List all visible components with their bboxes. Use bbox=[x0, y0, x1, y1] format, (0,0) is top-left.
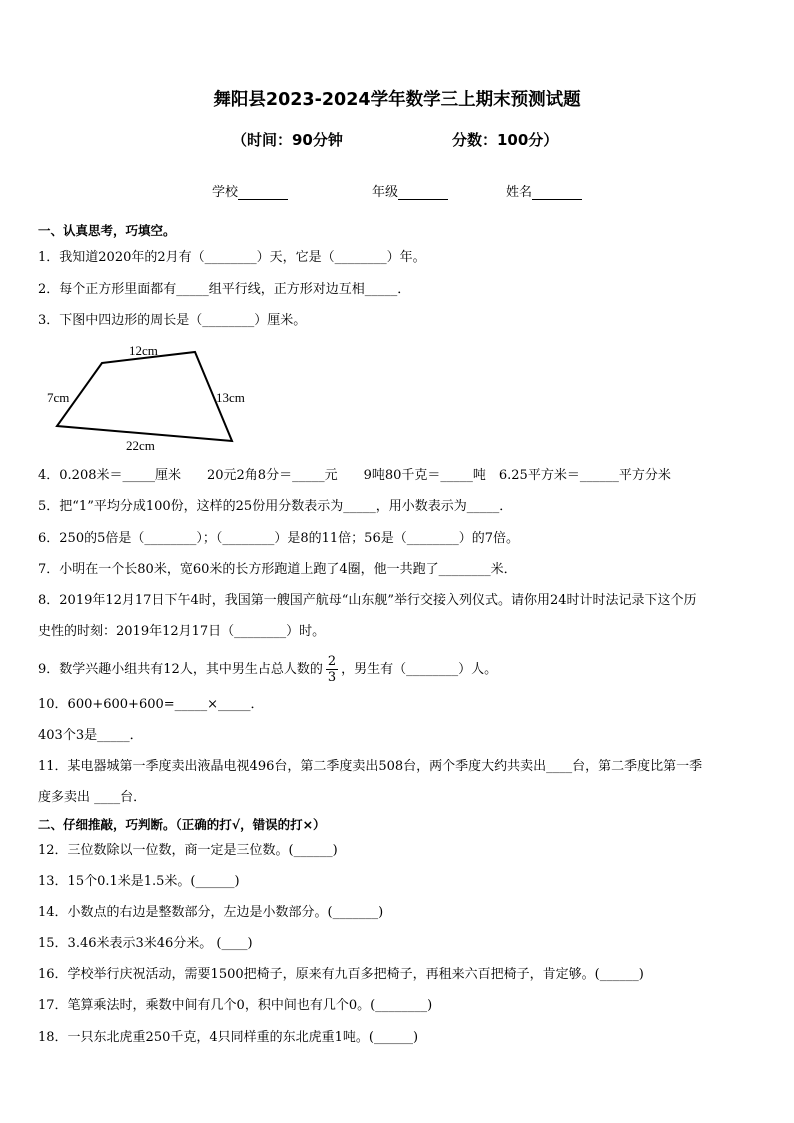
exam-score: 分数：100分） bbox=[452, 131, 559, 149]
question-13: 13．15个0.1米是1.5米。(______) bbox=[38, 874, 240, 889]
question-9-text-end: ，男生有（________）人。 bbox=[341, 662, 498, 677]
page-title: 舞阳县2023-2024学年数学三上期末预测试题 bbox=[213, 90, 581, 110]
grade-blank bbox=[398, 187, 448, 200]
question-10-line-1: 10．600+600+600=_____×_____． bbox=[38, 697, 264, 712]
question-7: 7．小明在一个长80米，宽60米的长方形跑道上跑了4圈，他一共跑了________米． bbox=[38, 562, 517, 577]
question-18: 18．一只东北虎重250千克，4只同样重的东北虎重1吨。(______) bbox=[38, 1030, 419, 1045]
question-5: 5．把“1”平均分成100份，这样的25份用分数表示为_____，用小数表示为_____． bbox=[38, 499, 513, 514]
question-17: 17．笔算乘法时，乘数中间有几个0，积中间也有几个0。(________) bbox=[38, 998, 433, 1013]
section-1-heading: 一、认真思考，巧填空。 bbox=[38, 223, 176, 238]
exam-time: （时间：90分钟 bbox=[232, 131, 343, 149]
question-15: 15．3.46米表示3米46分米。 (____) bbox=[38, 936, 253, 951]
school-label: 学校 bbox=[212, 185, 239, 200]
fraction-numerator: 2 bbox=[327, 654, 337, 669]
bottom-side-label: 22cm bbox=[126, 438, 155, 453]
grade-field bbox=[372, 181, 448, 200]
question-14: 14．小数点的右边是整数部分，左边是小数部分。(_______) bbox=[38, 905, 384, 920]
question-16: 16．学校举行庆祝活动，需要1500把椅子，原来有九百多把椅子，再租来六百把椅子，肯定够。(______) bbox=[38, 967, 644, 982]
question-6: 6．250的5倍是（________）；（________）是8的11倍；56是（________）的7倍。 bbox=[38, 531, 519, 546]
question-4: 4．0.208米＝_____厘米 20元2角8分＝_____元 9吨80千克＝_____吨 6.25平方米＝______平方分米 bbox=[38, 468, 671, 483]
name-label: 姓名 bbox=[506, 185, 533, 200]
question-9 bbox=[38, 654, 497, 686]
question-8-line-2: 史性的时刻：2019年12月17日（________）时。 bbox=[38, 624, 326, 639]
question-11-line-1: 11．某电器城第一季度卖出液晶电视496台，第二季度卖出508台，两个季度大约共卖出____台，第二季度比第一季 bbox=[38, 759, 703, 774]
question-10-line-2: 403个3是_____． bbox=[38, 728, 143, 743]
section-2-heading: 二、仔细推敲，巧判断。（正确的打√，错误的打×） bbox=[38, 817, 326, 832]
left-side-label: 7cm bbox=[47, 390, 70, 405]
question-2: 2．每个正方形里面都有_____组平行线，正方形对边互相_____． bbox=[38, 282, 411, 297]
grade-label: 年级 bbox=[372, 185, 399, 200]
school-blank bbox=[238, 187, 288, 200]
fraction bbox=[326, 654, 338, 685]
right-side-label: 13cm bbox=[216, 390, 245, 405]
fraction-denominator: 3 bbox=[327, 670, 337, 685]
top-side-label: 12cm bbox=[129, 343, 158, 358]
quadrilateral-figure bbox=[40, 338, 260, 458]
question-3: 3．下图中四边形的周长是（________）厘米。 bbox=[38, 313, 307, 328]
name-field bbox=[506, 181, 582, 200]
school-field bbox=[212, 181, 288, 200]
question-9-text: 9．数学兴趣小组共有12人，其中男生占总人数的 bbox=[38, 662, 323, 677]
question-11-line-2: 度多卖出 ____台． bbox=[38, 790, 147, 805]
question-1: 1．我知道2020年的2月有（________）天，它是（________）年。 bbox=[38, 250, 426, 265]
name-blank bbox=[532, 187, 582, 200]
question-12: 12．三位数除以一位数，商一定是三位数。(______) bbox=[38, 843, 338, 858]
question-8-line-1: 8．2019年12月17日下午4时，我国第一艘国产航母“山东舰”举行交接入列仪式。请你用24时计时法记录下这个历 bbox=[38, 593, 697, 608]
quadrilateral-shape bbox=[57, 352, 232, 441]
